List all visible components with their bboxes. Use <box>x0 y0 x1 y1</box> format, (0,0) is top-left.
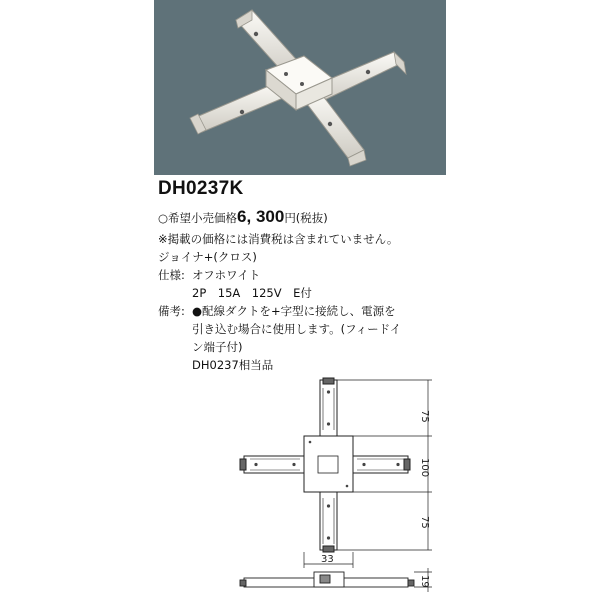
price-prefix: ○希望小売価格 <box>158 211 238 225</box>
remarks-line-1: ●配線ダクトを+字型に接続し、電源を <box>192 304 396 318</box>
drawing-right-arm <box>353 456 408 473</box>
spec-row <box>158 267 260 283</box>
product-photo <box>154 0 446 175</box>
dim-width-label: 33 <box>321 554 334 565</box>
equivalent-model: DH0237相当品 <box>192 358 274 372</box>
price-value: 6, 300 <box>237 207 285 226</box>
dim-middle-label: 100 <box>419 458 430 478</box>
price-suffix: 円(税抜) <box>284 211 328 225</box>
remarks-line-3: ン端子付) <box>192 340 243 354</box>
drawing-top-arm <box>320 380 337 436</box>
remarks-label: 備考: <box>158 304 185 318</box>
spec-label: 仕様: <box>158 268 185 282</box>
model-number: DH0237K <box>158 178 244 199</box>
remarks-line-2: 引き込む場合に使用します。(フィードイ <box>192 322 402 336</box>
price-line <box>158 207 328 227</box>
tax-note: ※掲載の価格には消費税は含まれていません。 <box>158 232 399 246</box>
spec-color: オフホワイト <box>192 268 261 282</box>
spec-rating: 2P 15A 125V E付 <box>192 286 312 300</box>
drawing-side-view <box>240 572 414 587</box>
dim-top-label: 75 <box>419 410 430 423</box>
dim-bottom-label: 75 <box>419 516 430 529</box>
drawing-bottom-arm <box>320 492 337 550</box>
remarks-row <box>158 303 396 319</box>
dim-height-label: 19 <box>419 575 430 588</box>
product-name: ジョイナ+(クロス) <box>158 250 257 264</box>
technical-drawing <box>232 372 452 601</box>
